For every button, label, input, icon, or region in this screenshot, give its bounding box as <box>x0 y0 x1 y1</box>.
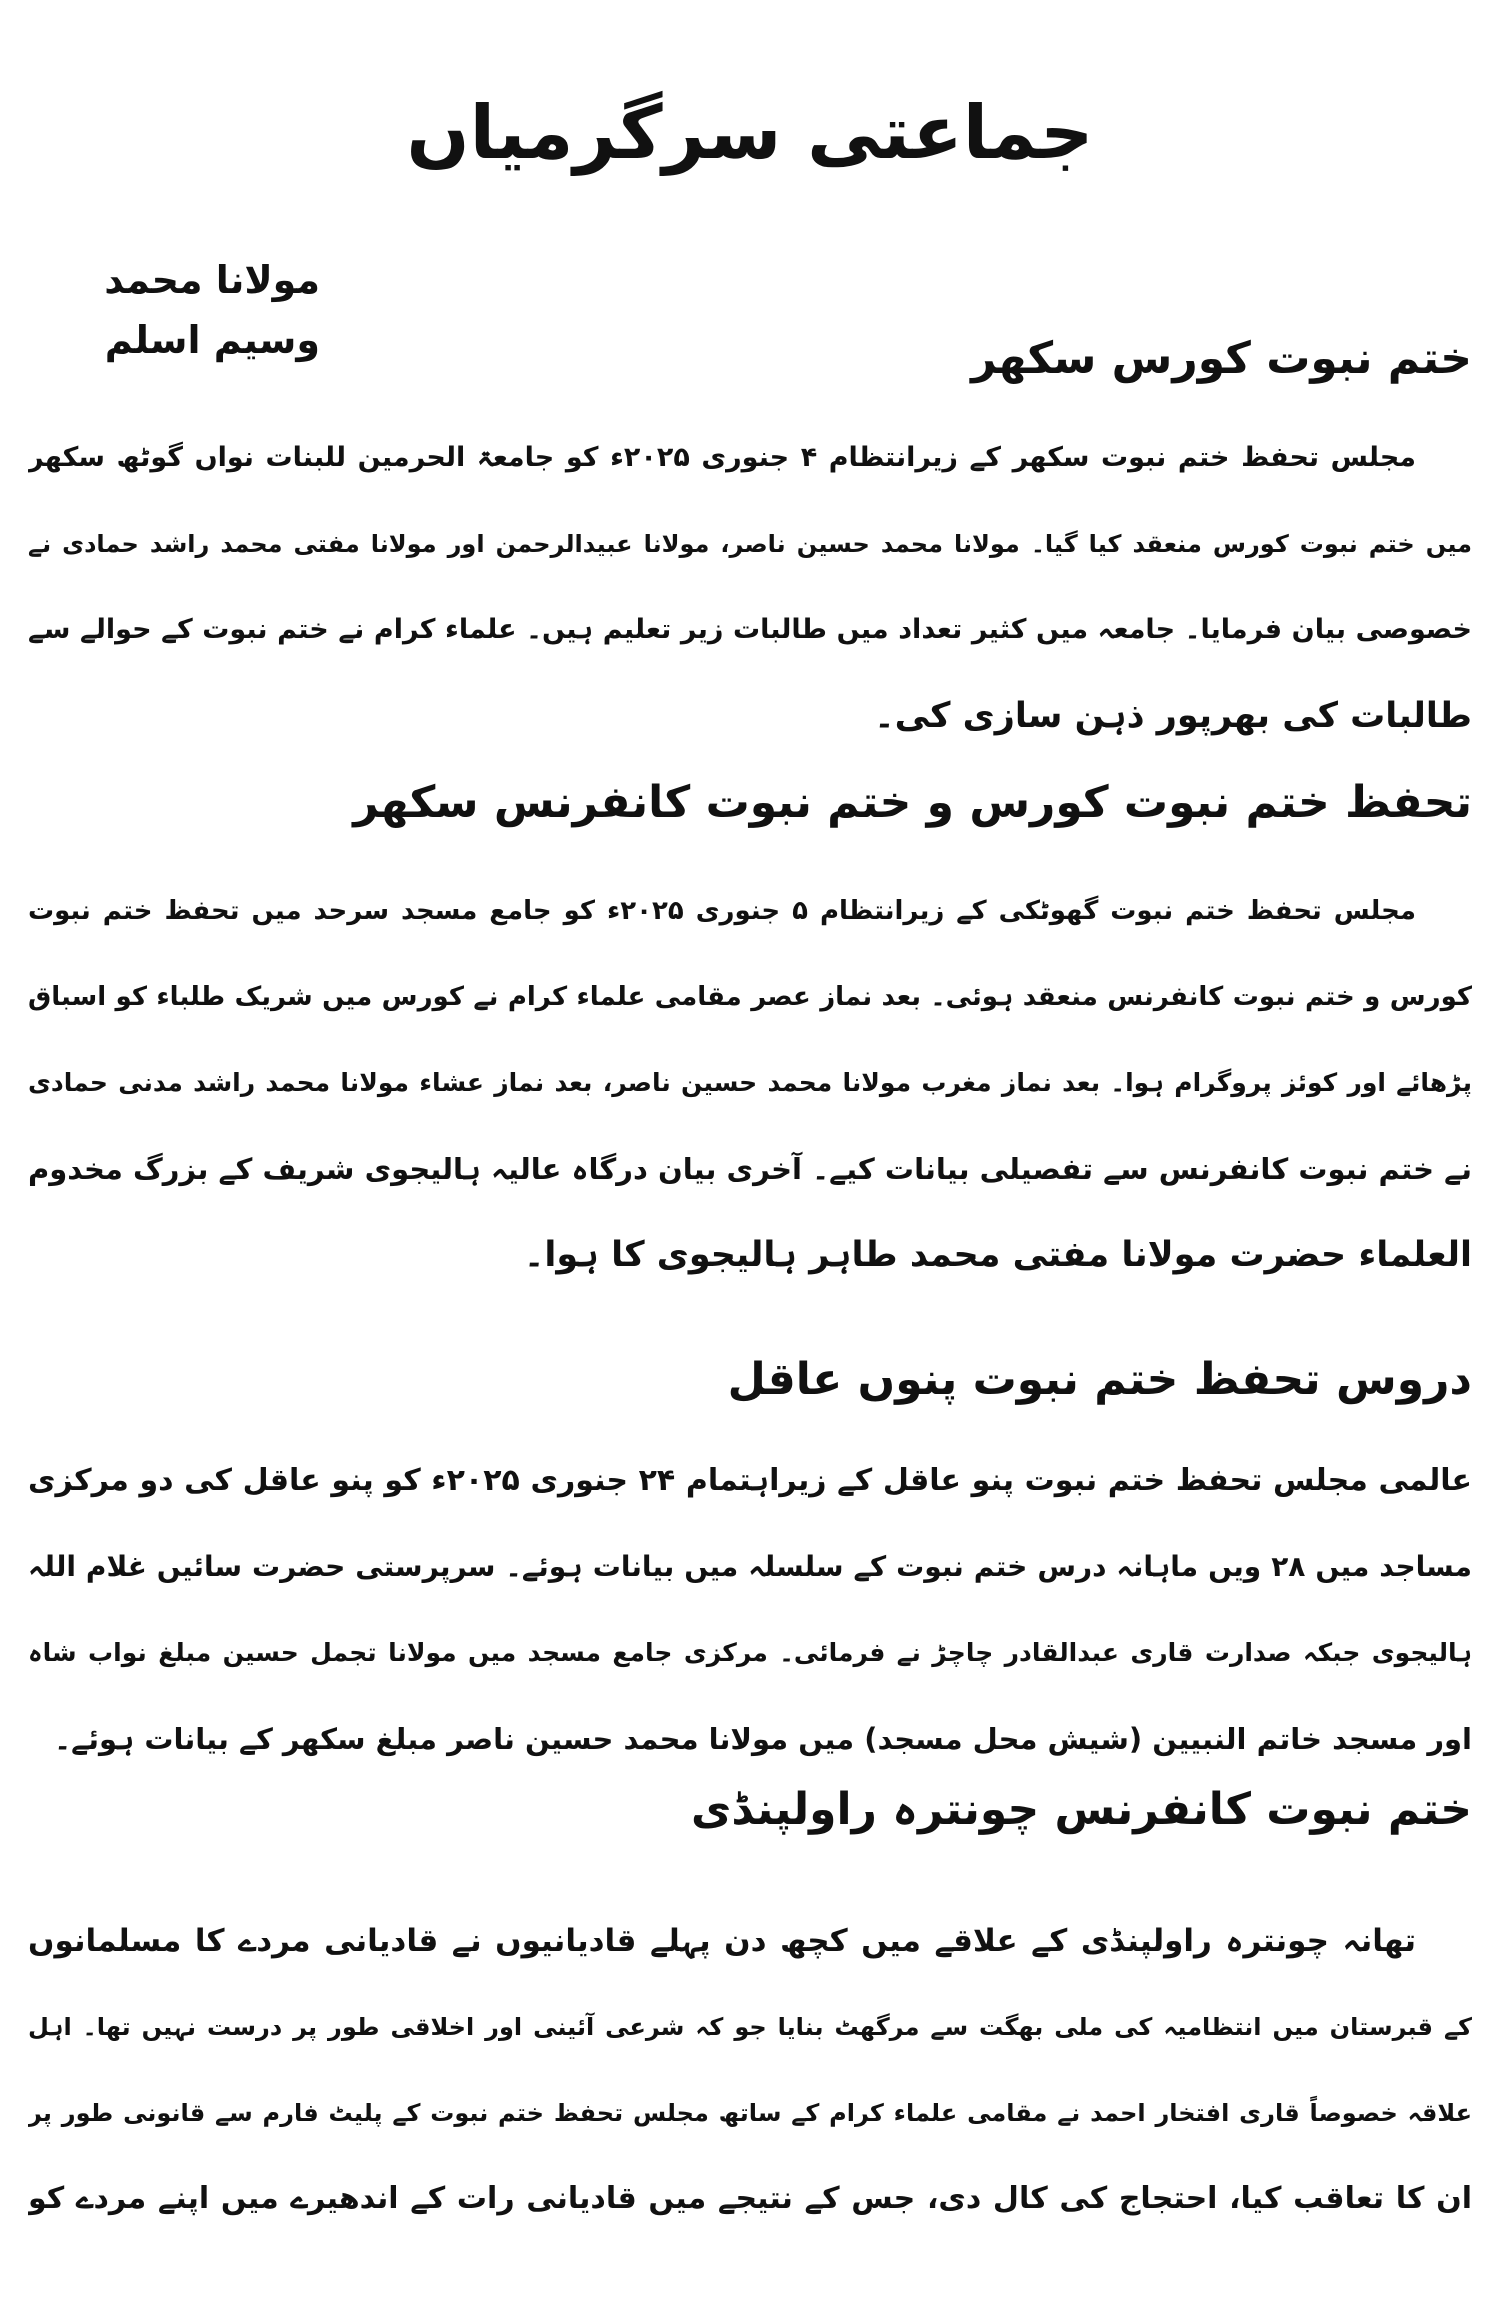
paragraph-line: اور مسجد خاتم النبیین (شیش محل مسجد) میں مولانا محمد حسین ناصر مبلغ سکھر کے بیانات ہوئے۔ <box>54 1722 1472 1756</box>
paragraph-line: مجلس تحفظ ختم نبوت سکھر کے زیرانتظام ۴ جنوری ۲۰۲۵ء کو جامعۃ الحرمین للبنات نواں گوٹھ سکھر <box>28 442 1417 473</box>
section-heading: دروس تحفظ ختم نبوت پنوں عاقل <box>727 1354 1472 1405</box>
paragraph-line: خصوصی بیان فرمایا۔ جامعہ میں کثیر تعداد میں طالبات زیر تعلیم ہیں۔ علماء کرام نے ختم نبوت کے حوالے سے <box>28 614 1472 645</box>
section-heading: ختم نبوت کورس سکھر <box>971 333 1472 384</box>
paragraph-line: کے قبرستان میں انتظامیہ کی ملی بھگت سے مرگھٹ بنایا جو کہ شرعی آئینی اور اخلاقی طور پر درست نہیں تھا۔ اہل <box>28 2013 1472 2041</box>
page-title: جماعتی سرگرمیاں <box>406 90 1094 176</box>
section-paragraph <box>28 415 1472 759</box>
paragraph-line: نے ختم نبوت کانفرنس سے تفصیلی بیانات کیے۔ آخری بیان درگاہ عالیہ ہالیجوی شریف کے بزرگ مخدوم <box>28 1152 1472 1186</box>
paragraph-line: علاقہ خصوصاً قاری افتخار احمد نے مقامی علماء کرام کے ساتھ مجلس تحفظ ختم نبوت کے پلیٹ فارم سے قانونی طور پر <box>28 2099 1472 2127</box>
section-paragraph <box>28 868 1472 1298</box>
section-paragraph <box>28 1898 1472 2242</box>
section-heading: ختم نبوت کانفرنس چونترہ راولپنڈی <box>691 1784 1472 1835</box>
paragraph-line: عالمی مجلس تحفظ ختم نبوت پنو عاقل کے زیراہتمام ۲۴ جنوری ۲۰۲۵ء کو پنو عاقل کی دو مرکزی <box>28 1463 1472 1498</box>
paragraph-line: العلماء حضرت مولانا مفتی محمد طاہر ہالیجوی کا ہوا۔ <box>523 1235 1472 1275</box>
paragraph-line: تھانہ چونترہ راولپنڈی کے علاقے میں کچھ دن پہلے قادیانیوں نے قادیانی مردے کا مسلمانوں <box>28 1923 1416 1959</box>
paragraph-line: کورس و ختم نبوت کانفرنس منعقد ہوئی۔ بعد نماز عصر مقامی علماء کرام نے کورس میں شریک طلباء کو اسباق <box>28 982 1472 1012</box>
paragraph-line: ہالیجوی جبکہ صدارت قاری عبدالقادر چاچڑ نے فرمائی۔ مرکزی جامع مسجد میں مولانا تجمل حسین مبلغ نواب شاہ <box>28 1638 1472 1667</box>
section-paragraph <box>28 1438 1472 1782</box>
paragraph-line: پڑھائے اور کوئز پروگرام ہوا۔ بعد نماز مغرب مولانا محمد حسین ناصر، بعد نماز عشاء مولانا محمد راشد مدنی حمادی <box>28 1068 1472 1097</box>
paragraph-line: مجلس تحفظ ختم نبوت گھوٹکی کے زیرانتظام ۵ جنوری ۲۰۲۵ء کو جامع مسجد سرحد میں تحفظ ختم نبوت <box>28 896 1416 926</box>
paragraph-line: ان کا تعاقب کیا، احتجاج کی کال دی، جس کے نتیجے میں قادیانی رات کے اندھیرے میں اپنے مردے کو <box>28 2181 1472 2216</box>
author-name: مولانا محمد وسیم اسلم <box>104 258 320 362</box>
paragraph-line: طالبات کی بھرپور ذہن سازی کی۔ <box>874 696 1472 736</box>
section-heading: تحفظ ختم نبوت کورس و ختم نبوت کانفرنس سکھر <box>353 777 1472 828</box>
paragraph-line: مساجد میں ۲۸ ویں ماہانہ درس ختم نبوت کے سلسلہ میں بیانات ہوئے۔ سرپرستی حضرت سائیں غلام اللہ <box>28 1550 1472 1583</box>
paragraph-line: میں ختم نبوت کورس منعقد کیا گیا۔ مولانا محمد حسین ناصر، مولانا عبیدالرحمن اور مولانا مفتی محمد راشد حمادی نے <box>28 530 1472 558</box>
